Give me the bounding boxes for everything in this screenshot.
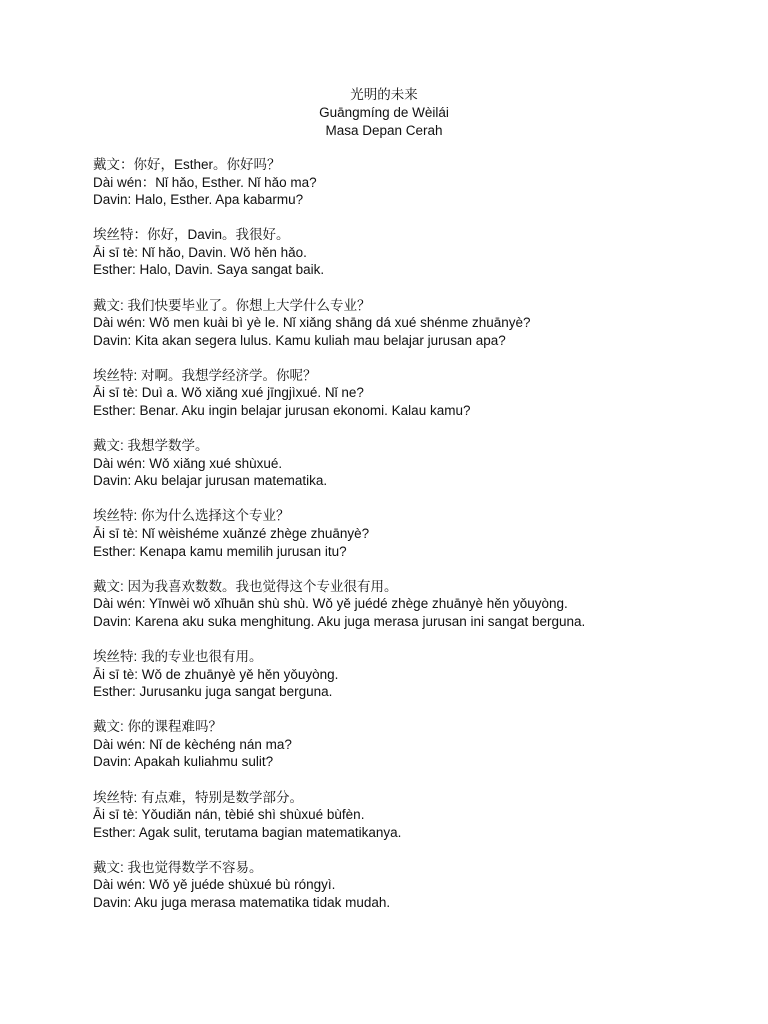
- line-pinyin: Dài wén: Wǒ yě juéde shùxué bù róngyì.: [93, 877, 336, 893]
- dialogue-exchange: [93, 437, 733, 490]
- line-indonesian: Davin: Karena aku suka menghitung. Aku juga merasa jurusan ini sangat berguna.: [93, 613, 586, 629]
- line-indonesian: Esther: Agak sulit, terutama bagian matematikanya.: [93, 824, 402, 840]
- dialogue-exchange: [93, 648, 733, 701]
- line-pinyin: Dài wén: Nǐ de kèchéng nán ma?: [93, 736, 292, 752]
- line-hanzi: 戴文：你好，Esther。你好吗？: [93, 157, 281, 172]
- line-hanzi: 埃丝特: 对啊。我想学经济学。你呢？: [93, 367, 317, 383]
- dialogue-exchange: [93, 297, 733, 350]
- title-hanzi: 光明的未来: [350, 87, 418, 102]
- dialogue-exchange: [93, 789, 733, 842]
- line-pinyin: Dài wén: Wǒ xiǎng xué shùxué.: [93, 455, 283, 471]
- line-indonesian: Esther: Jurusanku juga sangat berguna.: [93, 684, 333, 700]
- line-pinyin: Āi sī tè: Nǐ wèishéme xuǎnzé zhège zhuānyè?: [93, 526, 370, 541]
- dialogue-exchange: [93, 859, 733, 912]
- line-indonesian: Esther: Benar. Aku ingin belajar jurusan ekonomi. Kalau kamu?: [93, 403, 471, 419]
- title-block: [0, 86, 768, 140]
- line-hanzi: 戴文: 我也觉得数学不容易。: [93, 859, 263, 875]
- dialogue-exchange: [93, 507, 733, 560]
- line-pinyin: Āi sī tè: Wǒ de zhuānyè yě hěn yǒuyòng.: [93, 666, 339, 682]
- title-indonesian: Masa Depan Cerah: [325, 123, 443, 138]
- line-hanzi: 埃丝特：你好，Davin。我很好。: [93, 227, 290, 243]
- line-hanzi: 戴文: 因为我喜欢数数。我也觉得这个专业很有用。: [93, 578, 398, 594]
- title-pinyin: Guāngmíng de Wèilái: [319, 105, 449, 120]
- line-hanzi: 戴文: 我想学数学。: [93, 438, 209, 454]
- line-indonesian: Davin: Halo, Esther. Apa kabarmu?: [93, 192, 304, 208]
- line-pinyin: Āi sī tè: Duì a. Wǒ xiǎng xué jīngjìxué. Nǐ ne?: [93, 385, 364, 401]
- line-hanzi: 戴文: 你的课程难吗？: [93, 719, 223, 735]
- line-hanzi: 埃丝特: 你为什么选择这个专业？: [93, 508, 290, 524]
- line-pinyin: Dài wén: Wǒ men kuài bì yè le. Nǐ xiǎng shāng dá xué shénme zhuānyè?: [93, 315, 531, 331]
- dialogue-exchange: [93, 718, 733, 771]
- dialogue-exchange: [93, 156, 733, 209]
- line-hanzi: 埃丝特: 有点难，特别是数学部分。: [93, 789, 304, 805]
- line-indonesian: Davin: Kita akan segera lulus. Kamu kuliah mau belajar jurusan apa?: [93, 332, 506, 348]
- dialogue-exchange: [93, 367, 733, 420]
- line-pinyin: Dài wén: Yīnwèi wǒ xǐhuān shù shù. Wǒ yě juédé zhège zhuānyè hěn yǒuyòng.: [93, 596, 568, 612]
- line-hanzi: 埃丝特: 我的专业也很有用。: [93, 648, 263, 664]
- line-pinyin: Āi sī tè: Nǐ hǎo, Davin. Wǒ hěn hǎo.: [93, 244, 307, 260]
- line-hanzi: 戴文: 我们快要毕业了。你想上大学什么专业？: [93, 297, 371, 313]
- line-pinyin: Dài wén：Nǐ hǎo, Esther. Nǐ hǎo ma?: [93, 174, 317, 190]
- dialogue-exchange: [93, 226, 733, 279]
- dialogue: [93, 156, 733, 929]
- line-pinyin: Āi sī tè: Yǒudiǎn nán, tèbié shì shùxué bùfèn.: [93, 807, 365, 823]
- dialogue-exchange: [93, 578, 733, 631]
- line-indonesian: Davin: Aku juga merasa matematika tidak mudah.: [93, 895, 391, 910]
- line-indonesian: Esther: Halo, Davin. Saya sangat baik.: [93, 262, 325, 278]
- line-indonesian: Davin: Aku belajar jurusan matematika.: [93, 473, 328, 489]
- line-indonesian: Esther: Kenapa kamu memilih jurusan itu?: [93, 543, 347, 559]
- line-indonesian: Davin: Apakah kuliahmu sulit?: [93, 754, 274, 770]
